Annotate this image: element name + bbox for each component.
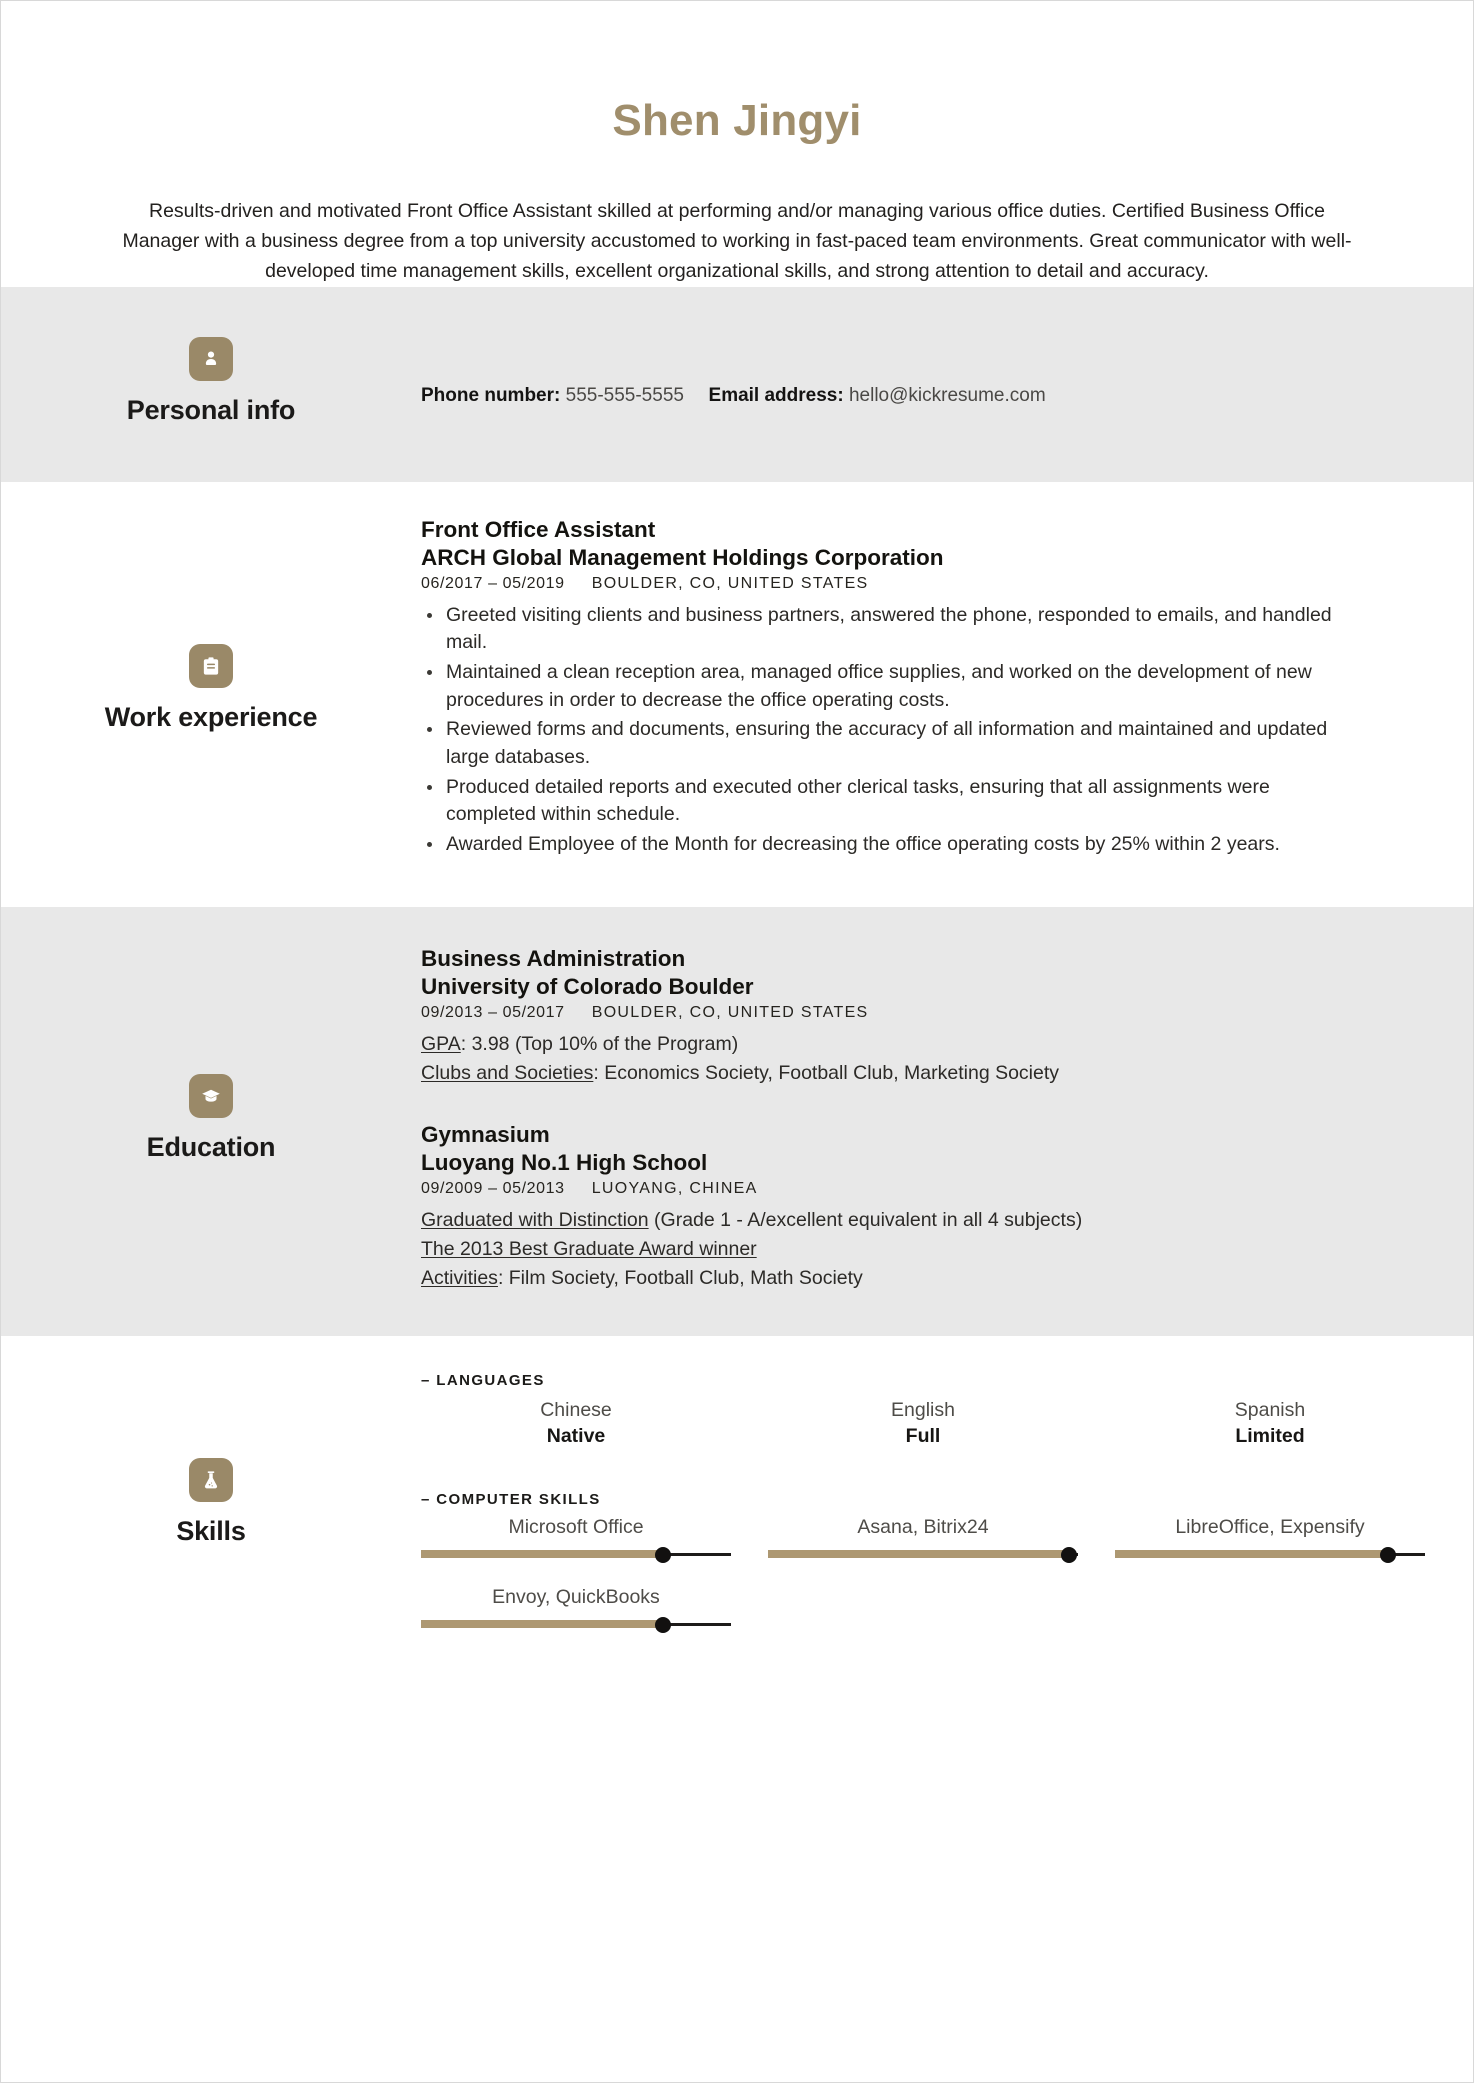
language-item <box>768 1397 1078 1450</box>
skill-item <box>421 1586 731 1632</box>
detail-label: The 2013 Best Graduate Award winner <box>421 1237 757 1260</box>
phone-label: Phone number: <box>421 384 561 406</box>
languages-grid <box>421 1397 1425 1450</box>
skill-level-slider[interactable] <box>421 1618 731 1632</box>
detail-label: Clubs and Societies <box>421 1061 594 1084</box>
language-item <box>1115 1397 1425 1450</box>
education-dates: 09/2013 – 05/2017 <box>421 1003 565 1021</box>
detail-label: GPA <box>421 1032 461 1055</box>
computer-skills-block <box>421 1491 1425 1632</box>
section-title: Personal info <box>126 394 296 425</box>
languages-label: – LANGUAGES <box>421 1371 545 1389</box>
phone-value: 555-555-5555 <box>565 384 684 406</box>
section-title: Education <box>146 1131 276 1162</box>
skill-name: Asana, Bitrix24 <box>857 1516 989 1539</box>
flask-icon <box>189 1458 233 1502</box>
personal-info-content <box>421 331 1473 407</box>
education-dates: 09/2009 – 05/2013 <box>421 1179 565 1197</box>
education-entry <box>421 1121 1393 1292</box>
skill-name: Microsoft Office <box>508 1516 644 1539</box>
skill-handle[interactable] <box>1061 1547 1077 1563</box>
profile-summary: Results-driven and motivated Front Office Assistant skilled at performing and/or managing various office duties. Certified Business Office Manager with a business degree from a top university accustomed to working in fast-paced team environments. Great communicator with well-developed time management skills, excellent organizational skills, and strong attention to detail and accuracy. <box>122 200 1352 283</box>
language-level: Native <box>546 1425 606 1448</box>
briefcase-icon <box>189 644 233 688</box>
job-bullet-list <box>421 602 1393 859</box>
detail-text: (Grade 1 - A/excellent equivalent in all 4 subjects) <box>648 1208 1083 1231</box>
degree-title: Business Administration <box>421 945 686 971</box>
graduation-cap-icon <box>189 1074 233 1118</box>
work-experience-content <box>421 516 1473 861</box>
skill-level-slider[interactable] <box>768 1548 1078 1562</box>
school-name: University of Colorado Boulder <box>421 973 754 999</box>
list-item: Greeted visiting clients and business partners, answered the phone, responded to emails, and handled mail. <box>421 602 1346 657</box>
section-skills-label <box>1 1458 421 1547</box>
language-name: Spanish <box>1234 1398 1306 1421</box>
section-education-label <box>1 1074 421 1163</box>
section-work-experience-label <box>1 644 421 733</box>
list-item: Maintained a clean reception area, managed office supplies, and worked on the development of new procedures in order to decrease the office operating costs. <box>421 659 1346 714</box>
language-level: Limited <box>1235 1425 1305 1448</box>
computer-skills-grid <box>421 1516 1425 1632</box>
section-personal-info <box>1 287 1473 482</box>
language-name: Chinese <box>540 1398 612 1421</box>
skill-item <box>768 1516 1078 1562</box>
section-skills <box>1 1336 1473 1783</box>
skill-name: Envoy, QuickBooks <box>492 1586 660 1609</box>
person-icon <box>189 337 233 381</box>
education-detail <box>421 1235 1393 1263</box>
education-location: LUOYANG, CHINEA <box>591 1179 758 1197</box>
degree-title: Gymnasium <box>421 1121 550 1147</box>
detail-label: Activities <box>421 1266 498 1289</box>
languages-block <box>421 1372 1425 1450</box>
skill-item <box>421 1516 731 1562</box>
language-level: Full <box>905 1425 941 1448</box>
detail-text: : Film Society, Football Club, Math Society <box>497 1266 863 1289</box>
section-title: Work experience <box>104 701 318 732</box>
skill-handle[interactable] <box>655 1547 671 1563</box>
computer-skills-label: – COMPUTER SKILLS <box>421 1491 601 1509</box>
language-name: English <box>891 1398 955 1421</box>
email-value: hello@kickresume.com <box>848 384 1046 406</box>
email-label: Email address: <box>708 384 844 406</box>
detail-text: : 3.98 (Top 10% of the Program) <box>460 1032 739 1055</box>
language-item <box>421 1397 731 1450</box>
skill-handle[interactable] <box>1380 1547 1396 1563</box>
job-location: BOULDER, CO, UNITED STATES <box>591 574 869 592</box>
list-item: Produced detailed reports and executed other clerical tasks, ensuring that all assignments were completed within schedule. <box>421 774 1346 829</box>
education-detail <box>421 1206 1393 1234</box>
skill-level-slider[interactable] <box>421 1548 731 1562</box>
work-entry <box>421 516 1393 859</box>
education-entry <box>421 945 1393 1087</box>
list-item: Reviewed forms and documents, ensuring the accuracy of all information and maintained and updated large databases. <box>421 716 1346 771</box>
education-detail <box>421 1030 1393 1058</box>
detail-text: : Economics Society, Football Club, Marketing Society <box>593 1061 1060 1084</box>
job-title: Front Office Assistant <box>421 516 656 542</box>
page-title: Shen Jingyi <box>612 96 862 145</box>
education-location: BOULDER, CO, UNITED STATES <box>591 1003 869 1021</box>
section-education <box>1 907 1473 1336</box>
skill-fill <box>1115 1550 1388 1558</box>
contact-line <box>421 331 1393 407</box>
skill-fill <box>421 1620 663 1628</box>
education-meta <box>421 1180 1393 1198</box>
employer-name: ARCH Global Management Holdings Corporation <box>421 544 944 570</box>
skill-fill <box>768 1550 1069 1558</box>
education-detail <box>421 1059 1393 1087</box>
section-personal-info-label <box>1 331 421 426</box>
education-meta <box>421 1004 1393 1022</box>
education-content <box>421 945 1473 1292</box>
list-item: Awarded Employee of the Month for decreasing the office operating costs by 25% within 2 years. <box>421 831 1346 859</box>
skill-handle[interactable] <box>655 1617 671 1633</box>
section-title: Skills <box>176 1515 246 1546</box>
skill-name: LibreOffice, Expensify <box>1175 1516 1365 1539</box>
job-meta <box>421 575 1393 593</box>
detail-label: Graduated with Distinction <box>421 1208 649 1231</box>
school-name: Luoyang No.1 High School <box>421 1149 708 1175</box>
skill-item <box>1115 1516 1425 1562</box>
job-dates: 06/2017 – 05/2019 <box>421 574 565 592</box>
section-work-experience <box>1 482 1473 907</box>
resume-header <box>1 1 1473 145</box>
skill-fill <box>421 1550 663 1558</box>
skills-content <box>421 1372 1474 1633</box>
education-detail <box>421 1264 1393 1292</box>
skill-level-slider[interactable] <box>1115 1548 1425 1562</box>
